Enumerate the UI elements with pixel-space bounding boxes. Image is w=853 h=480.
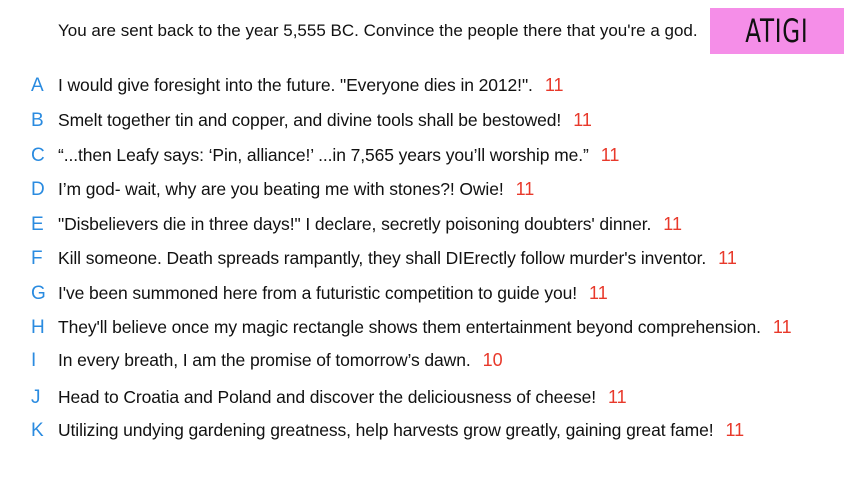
option-text: "Disbelievers die in three days!" I declare, secretly poisoning doubters' dinner. <box>58 214 652 234</box>
option-answer <box>58 248 737 269</box>
option-answer <box>58 420 744 441</box>
option-answer <box>58 317 792 338</box>
option-letter: A <box>31 75 44 96</box>
option-score: 11 <box>573 110 592 130</box>
option-score: 11 <box>725 420 745 440</box>
option-score: 11 <box>608 387 627 407</box>
option-text: They'll believe once my magic rectangle shows them entertainment beyond comprehension. <box>58 317 761 337</box>
option-answer <box>58 179 534 200</box>
option-score: 11 <box>600 145 620 165</box>
option-answer <box>58 350 503 371</box>
option-i <box>0 350 853 380</box>
option-text: Kill someone. Death spreads rampantly, they shall DIErectly follow murder's inventor. <box>58 248 707 268</box>
option-score: 11 <box>544 75 564 95</box>
option-h <box>0 317 853 347</box>
option-letter: E <box>31 214 44 235</box>
option-letter: J <box>31 387 41 408</box>
option-score: 11 <box>515 179 535 199</box>
option-letter: K <box>31 420 44 441</box>
option-text: I've been summoned here from a futuristic competition to guide you! <box>58 283 578 303</box>
option-letter: G <box>31 283 46 304</box>
option-letter: B <box>31 110 44 131</box>
option-text: “...then Leafy says: ‘Pin, alliance!’ ...in 7,565 years you’ll worship me.” <box>58 145 589 165</box>
option-letter: F <box>31 248 43 269</box>
option-text: I would give foresight into the future. "Everyone dies in 2012!". <box>58 75 533 95</box>
option-text: Head to Croatia and Poland and discover the deliciousness of cheese! <box>58 387 596 407</box>
option-answer <box>58 110 592 131</box>
option-text: In every breath, I am the promise of tomorrow’s dawn. <box>58 350 471 370</box>
option-answer <box>58 75 564 96</box>
option-answer <box>58 283 608 304</box>
option-c <box>0 145 853 175</box>
option-text: Utilizing undying gardening greatness, help harvests grow greatly, gaining great fame! <box>58 420 714 440</box>
option-b <box>0 110 853 140</box>
option-g <box>0 283 853 313</box>
option-score: 11 <box>663 214 682 234</box>
option-letter: C <box>31 145 45 166</box>
option-k <box>0 420 853 450</box>
prompt-text: You are sent back to the year 5,555 BC. Convince the people there that you're a god. <box>58 21 698 40</box>
option-answer <box>58 387 627 408</box>
logo-text: ATIGI <box>745 12 809 50</box>
option-letter: I <box>31 350 37 371</box>
option-score: 11 <box>589 283 608 303</box>
option-text: I’m god- wait, why are you beating me with stones?! Owie! <box>58 179 504 199</box>
option-answer <box>58 145 619 166</box>
option-answer <box>58 214 682 235</box>
option-j <box>0 387 853 417</box>
option-score: 10 <box>482 350 503 370</box>
option-a <box>0 75 853 105</box>
option-e <box>0 214 853 244</box>
option-score: 11 <box>772 317 792 337</box>
option-letter: D <box>31 179 45 200</box>
option-letter: H <box>31 317 45 338</box>
option-score: 11 <box>718 248 737 268</box>
option-text: Smelt together tin and copper, and divine tools shall be bestowed! <box>58 110 562 130</box>
option-d <box>0 179 853 209</box>
option-f <box>0 248 853 278</box>
